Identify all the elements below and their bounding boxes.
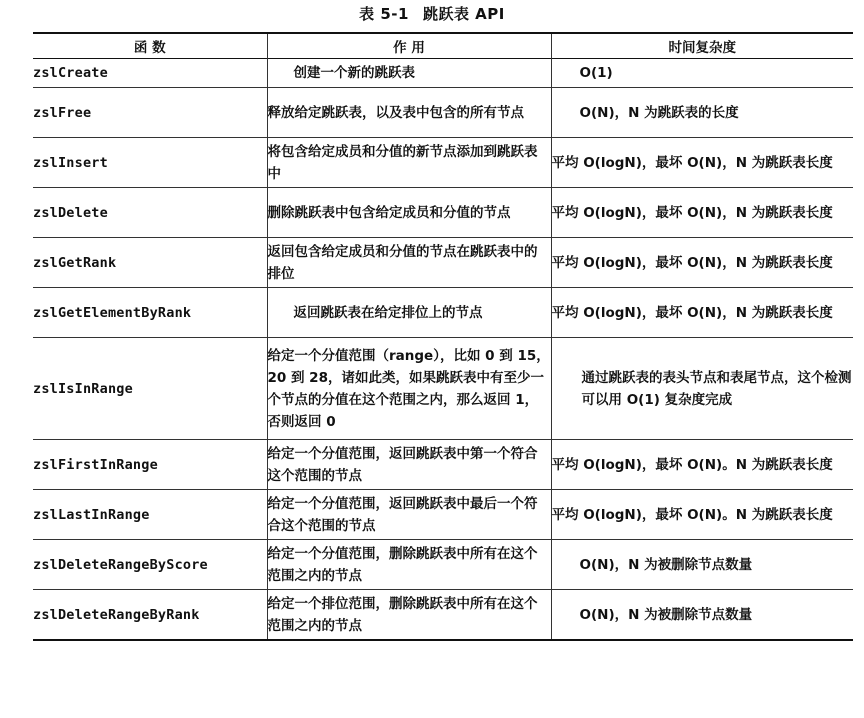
function-complexity: 平均 O(logN)，最坏 O(N)，N 为跳跃表长度 bbox=[551, 188, 853, 238]
function-name: zslFirstInRange bbox=[33, 456, 158, 473]
function-purpose: 删除跳跃表中包含给定成员和分值的节点 bbox=[267, 188, 551, 238]
table-row bbox=[33, 59, 853, 88]
function-name: zslCreate bbox=[33, 65, 108, 81]
function-name: zslDeleteRangeByRank bbox=[33, 606, 200, 623]
function-complexity: O(N)，N 为被删除节点数量 bbox=[551, 590, 853, 641]
function-purpose: 将包含给定成员和分值的新节点添加到跳跃表中 bbox=[267, 138, 551, 188]
function-purpose: 给定一个分值范围，返回跳跃表中最后一个符合这个范围的节点 bbox=[267, 490, 551, 540]
table-row bbox=[33, 540, 853, 590]
function-name: zslGetElementByRank bbox=[33, 304, 192, 321]
function-purpose: 返回包含给定成员和分值的节点在跳跃表中的排位 bbox=[267, 238, 551, 288]
table-row bbox=[33, 138, 853, 188]
function-purpose: 释放给定跳跃表，以及表中包含的所有节点 bbox=[267, 88, 551, 138]
function-name: zslLastInRange bbox=[33, 506, 150, 523]
table-row bbox=[33, 440, 853, 490]
function-name: zslIsInRange bbox=[33, 380, 133, 397]
skiplist-api-table bbox=[33, 32, 853, 641]
function-complexity: O(1) bbox=[551, 59, 853, 88]
table-row bbox=[33, 288, 853, 338]
table-caption bbox=[0, 4, 864, 24]
header-complexity: 时间复杂度 bbox=[551, 33, 853, 59]
function-complexity: 平均 O(logN)，最坏 O(N)，N 为跳跃表长度 bbox=[551, 238, 853, 288]
function-name: zslDeleteRangeByScore bbox=[33, 556, 208, 573]
function-name: zslGetRank bbox=[33, 254, 117, 271]
function-purpose: 给定一个排位范围，删除跳跃表中所有在这个范围之内的节点 bbox=[267, 590, 551, 641]
function-purpose: 给定一个分值范围（range），比如 0 到 15，20 到 28，诸如此类，如果跳跃表中有至少一个节点的分值在这个范围之内，那么返回 1，否则返回 0 bbox=[267, 338, 551, 440]
function-purpose: 创建一个新的跳跃表 bbox=[267, 59, 551, 88]
table-number: 表 5-1 bbox=[359, 5, 409, 23]
table-row bbox=[33, 188, 853, 238]
table-row bbox=[33, 590, 853, 641]
function-complexity: 通过跳跃表的表头节点和表尾节点，这个检测可以用 O(1) 复杂度完成 bbox=[551, 338, 853, 440]
header-purpose: 作 用 bbox=[267, 33, 551, 59]
table-row bbox=[33, 238, 853, 288]
function-purpose: 给定一个分值范围，删除跳跃表中所有在这个范围之内的节点 bbox=[267, 540, 551, 590]
table-title: 跳跃表 API bbox=[422, 5, 505, 23]
table-header-row bbox=[33, 33, 853, 59]
function-purpose: 返回跳跃表在给定排位上的节点 bbox=[267, 288, 551, 338]
table-row bbox=[33, 88, 853, 138]
header-function: 函 数 bbox=[133, 40, 166, 56]
table-row bbox=[33, 490, 853, 540]
function-purpose: 给定一个分值范围，返回跳跃表中第一个符合这个范围的节点 bbox=[267, 440, 551, 490]
function-name: zslFree bbox=[33, 104, 92, 121]
function-complexity: O(N)，N 为被删除节点数量 bbox=[551, 540, 853, 590]
function-complexity: 平均 O(logN)，最坏 O(N)。N 为跳跃表长度 bbox=[551, 490, 853, 540]
function-complexity: O(N)，N 为跳跃表的长度 bbox=[551, 88, 853, 138]
table-row bbox=[33, 338, 853, 440]
function-name: zslInsert bbox=[33, 154, 108, 171]
function-complexity: 平均 O(logN)，最坏 O(N)。N 为跳跃表长度 bbox=[551, 440, 853, 490]
function-complexity: 平均 O(logN)，最坏 O(N)，N 为跳跃表长度 bbox=[551, 138, 853, 188]
function-complexity: 平均 O(logN)，最坏 O(N)，N 为跳跃表长度 bbox=[551, 288, 853, 338]
function-name: zslDelete bbox=[33, 204, 108, 221]
